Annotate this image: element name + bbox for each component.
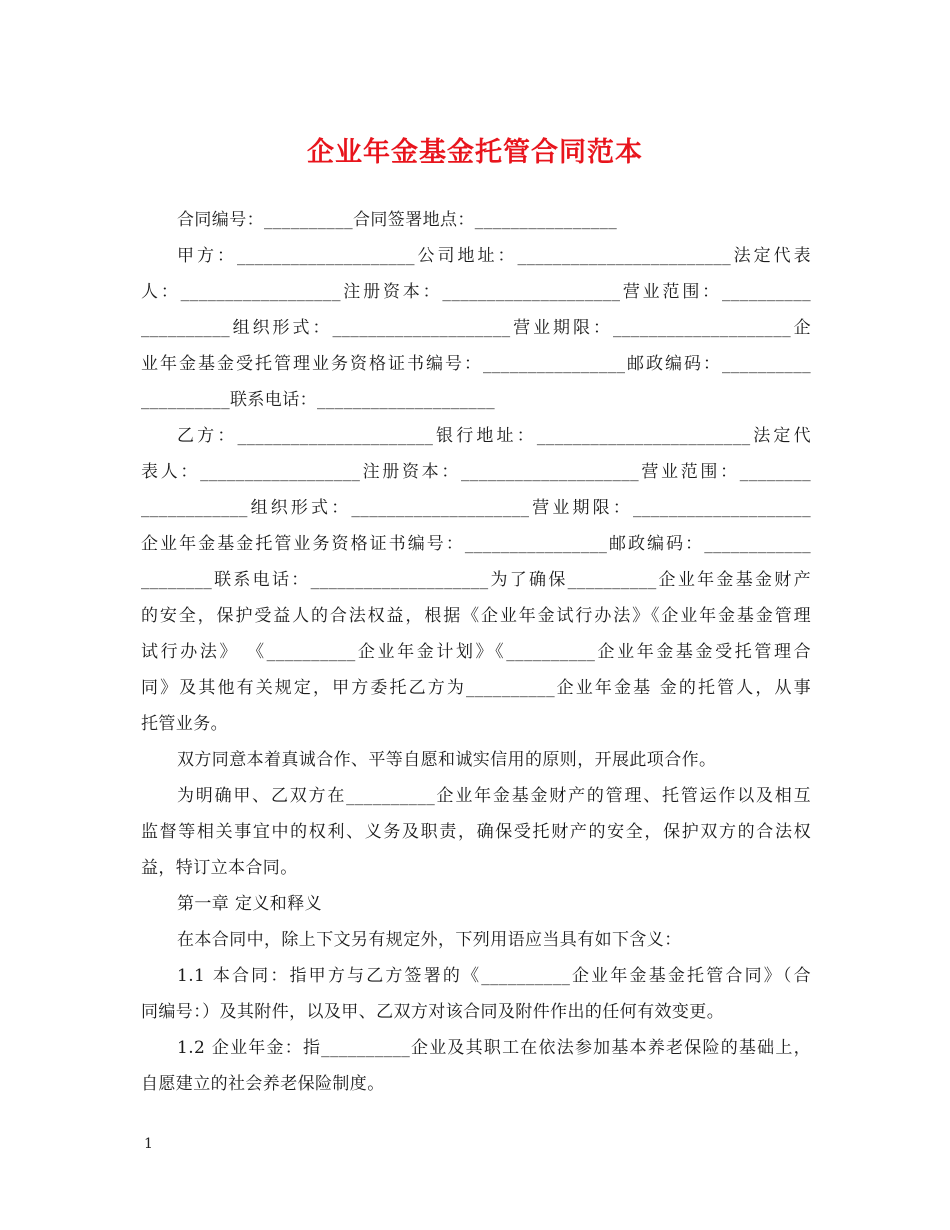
preamble-line: 托管业务。 <box>141 714 228 734</box>
party-a-line: __________联系电话：____________________ <box>141 390 495 410</box>
party-a-line: 甲方：____________________公司地址：________________________法定代表 <box>177 246 811 266</box>
party-b-line: 企业年金基金托管业务资格证书编号：________________邮政编码：____________ <box>141 534 811 554</box>
purpose-paragraph-line: 监督等相关事宜中的权利、义务及职责，确保受托财产的安全，保护双方的合法权 <box>141 822 811 842</box>
clause-1-2-line: 1.2 企业年金：指__________企业及其职工在依法参加基本养老保险的基础上， <box>177 1038 811 1058</box>
clause-1-1-line: 同编号：）及其附件，以及甲、乙双方对该合同及附件作出的任何有效变更。 <box>141 1002 725 1022</box>
party-b-line: ____________组织形式：____________________营业期限：____________________ <box>141 498 811 518</box>
cooperation-paragraph: 双方同意本着真诚合作、平等自愿和诚实信用的原则，开展此项合作。 <box>177 750 717 770</box>
preamble-line: 同》及其他有关规定，甲方委托乙方为__________企业年金基 金的托管人，从事 <box>141 678 811 698</box>
preamble-line: 的安全，保护受益人的合法权益，根据《企业年金试行办法》《企业年金基金管理 <box>141 606 811 626</box>
preamble-line: 试行办法》 《__________企业年金计划》《__________企业年金基金受托管理合 <box>141 642 811 662</box>
party-a-line: 业年金基金受托管理业务资格证书编号：________________邮政编码：__________ <box>141 354 811 374</box>
party-b-line: 乙方：______________________银行地址：________________________法定代 <box>177 426 811 446</box>
clause-1-2-line: 自愿建立的社会养老保险制度。 <box>141 1074 385 1094</box>
party-a-line: __________组织形式：____________________营业期限：____________________企 <box>141 318 811 338</box>
purpose-paragraph-line: 为明确甲、乙双方在__________企业年金基金财产的管理、托管运作以及相互 <box>177 786 811 806</box>
document-title: 企业年金基金托管合同范本 <box>307 137 643 168</box>
purpose-paragraph-line: 益，特订立本合同。 <box>141 858 298 878</box>
preamble-line: ________联系电话：____________________为了确保__________企业年金基金财产 <box>141 570 811 590</box>
chapter-heading: 第一章 定义和释义 <box>177 894 323 914</box>
definitions-intro: 在本合同中，除上下文另有规定外，下列用语应当具有如下含义： <box>177 930 682 950</box>
contract-number-line: 合同编号：__________合同签署地点：________________ <box>177 210 618 230</box>
clause-1-1-line: 1.1 本合同：指甲方与乙方签署的《__________企业年金基金托管合同》（合 <box>177 966 811 986</box>
party-b-line: 表人：__________________注册资本：____________________营业范围：________ <box>141 462 811 482</box>
document-body <box>141 202 811 1102</box>
party-a-line: 人：__________________注册资本：____________________营业范围：__________ <box>141 282 811 302</box>
page-number: 1 <box>144 1136 153 1152</box>
